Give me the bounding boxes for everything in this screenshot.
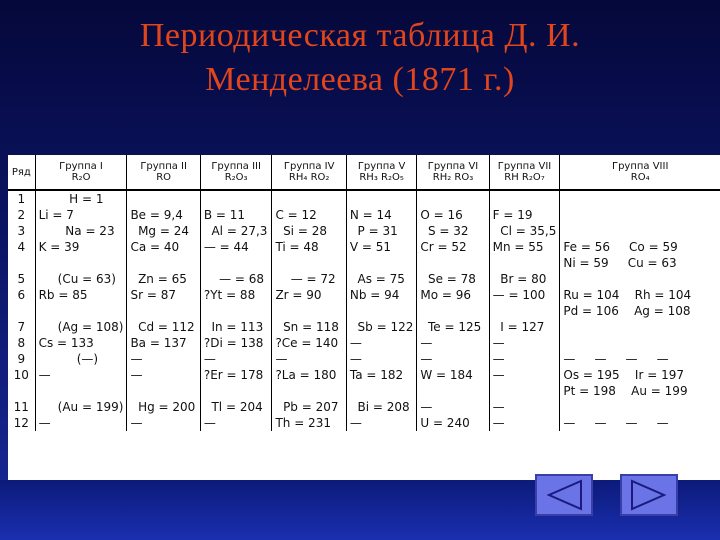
element-cell: Th = 231	[272, 415, 346, 431]
element-cell: Li = 7	[35, 207, 127, 223]
slide-title	[0, 14, 720, 102]
row-number: 5	[17, 272, 26, 286]
element-cell: ?Yt = 88	[200, 287, 272, 319]
element-cell: Os = 195 Ir = 197 Pt = 198 Au = 199	[560, 367, 720, 399]
element-cell: V = 51	[346, 239, 416, 271]
element-cell: U = 240	[417, 415, 489, 431]
slide-title-line1: Периодическая таблица Д. И.	[139, 17, 581, 54]
element-cell: B = 11	[200, 207, 272, 223]
element-cell: Mg = 24	[127, 223, 200, 239]
element-cell: Zr = 90	[272, 287, 346, 319]
row-number: 1	[17, 192, 26, 206]
element-cell	[346, 190, 416, 207]
element-cell: Fe = 56 Co = 59 Ni = 59 Cu = 63	[560, 239, 720, 271]
element-cell: Te = 125	[417, 319, 489, 335]
element-cell: Br = 80	[489, 271, 560, 287]
element-cell: O = 16	[417, 207, 489, 223]
element-cell	[560, 223, 720, 239]
element-cell: — — — —	[560, 415, 720, 431]
element-cell: Sn = 118	[272, 319, 346, 335]
table-row	[8, 351, 720, 367]
row-header: Ряд	[8, 155, 35, 190]
group-header-7: Группа VII RH R₂O₇	[489, 155, 560, 190]
element-cell	[560, 319, 720, 335]
group-header-2: Группа II RO	[127, 155, 200, 190]
element-cell: —	[127, 415, 200, 431]
element-cell: —	[127, 367, 200, 399]
element-cell	[560, 399, 720, 415]
row-number: 8	[17, 336, 26, 350]
element-cell: —	[200, 415, 272, 431]
element-cell: H = 1	[35, 190, 127, 207]
element-cell: Ba = 137	[127, 335, 200, 351]
group-header-8: Группа VIII RO₄	[560, 155, 720, 190]
element-cell	[272, 190, 346, 207]
element-cell: (Ag = 108)	[35, 319, 127, 335]
group-header-4: Группа IV RH₄ RO₂	[272, 155, 346, 190]
row-number: 12	[13, 416, 29, 430]
element-cell: Mo = 96	[417, 287, 489, 319]
element-cell: —	[417, 399, 489, 415]
element-cell: W = 184	[417, 367, 489, 399]
element-cell: S = 32	[417, 223, 489, 239]
element-cell: —	[35, 367, 127, 399]
element-cell: — = 72	[272, 271, 346, 287]
element-cell: Na = 23	[35, 223, 127, 239]
element-cell: K = 39	[35, 239, 127, 271]
element-cell: — — — —	[560, 351, 720, 367]
element-cell: As = 75	[346, 271, 416, 287]
element-cell: —	[489, 351, 560, 367]
element-cell: —	[200, 351, 272, 367]
element-cell: —	[346, 351, 416, 367]
element-cell: Se = 78	[417, 271, 489, 287]
table-row	[8, 190, 720, 207]
element-cell: —	[35, 415, 127, 431]
element-cell: Rb = 85	[35, 287, 127, 319]
group-header-1: Группа I R₂O	[35, 155, 127, 190]
element-cell: Nb = 94	[346, 287, 416, 319]
element-cell	[560, 335, 720, 351]
element-cell: —	[489, 335, 560, 351]
element-cell: N = 14	[346, 207, 416, 223]
element-cell: Cd = 112	[127, 319, 200, 335]
element-cell: — = 68	[200, 271, 272, 287]
row-number: 6	[17, 288, 26, 302]
triangle-right-icon	[622, 476, 676, 514]
table-row	[8, 367, 720, 399]
table-row	[8, 223, 720, 239]
element-cell: ?La = 180	[272, 367, 346, 399]
row-number: 7	[17, 320, 26, 334]
element-cell	[489, 190, 560, 207]
element-cell: Zn = 65	[127, 271, 200, 287]
element-cell: —	[417, 351, 489, 367]
group-header-5: Группа V RH₃ R₂O₅	[346, 155, 416, 190]
element-cell: ?Di = 138	[200, 335, 272, 351]
element-cell: —	[417, 335, 489, 351]
table-row	[8, 239, 720, 271]
element-cell	[417, 190, 489, 207]
element-cell: P = 31	[346, 223, 416, 239]
element-cell: —	[272, 351, 346, 367]
element-cell: ?Er = 178	[200, 367, 272, 399]
table-row	[8, 287, 720, 319]
element-cell: — = 44	[200, 239, 272, 271]
element-cell: Cs = 133	[35, 335, 127, 351]
element-cell: Si = 28	[272, 223, 346, 239]
row-number: 9	[17, 352, 26, 366]
row-number: 2	[17, 208, 26, 222]
element-cell: Sr = 87	[127, 287, 200, 319]
table-row	[8, 335, 720, 351]
element-cell: C = 12	[272, 207, 346, 223]
element-cell: Hg = 200	[127, 399, 200, 415]
element-cell: Cl = 35,5	[489, 223, 560, 239]
table-row	[8, 319, 720, 335]
element-cell: (Au = 199)	[35, 399, 127, 415]
periodic-table	[8, 155, 720, 431]
element-cell: — = 100	[489, 287, 560, 319]
element-cell: Tl = 204	[200, 399, 272, 415]
row-number: 4	[17, 240, 26, 254]
prev-slide-button[interactable]	[535, 474, 593, 516]
element-cell: Ti = 48	[272, 239, 346, 271]
element-cell: (—)	[35, 351, 127, 367]
element-cell: Ca = 40	[127, 239, 200, 271]
next-slide-button[interactable]	[620, 474, 678, 516]
element-cell: Cr = 52	[417, 239, 489, 271]
element-cell	[200, 190, 272, 207]
element-cell: Bi = 208	[346, 399, 416, 415]
element-cell: —	[127, 351, 200, 367]
triangle-left-icon	[537, 476, 591, 514]
row-number: 10	[13, 368, 29, 382]
element-cell: ?Ce = 140	[272, 335, 346, 351]
element-cell: Ru = 104 Rh = 104 Pd = 106 Ag = 108	[560, 287, 720, 319]
element-cell: Pb = 207	[272, 399, 346, 415]
table-row	[8, 271, 720, 287]
group-header-3: Группа III R₂O₃	[200, 155, 272, 190]
element-cell: —	[489, 415, 560, 431]
table-row	[8, 399, 720, 415]
element-cell: Mn = 55	[489, 239, 560, 271]
element-cell: —	[489, 367, 560, 399]
element-cell: (Cu = 63)	[35, 271, 127, 287]
group-header-6: Группа VI RH₂ RO₃	[417, 155, 489, 190]
slide-title-line2: Менделеева (1871 г.)	[205, 61, 515, 98]
element-cell: Ta = 182	[346, 367, 416, 399]
element-cell: Al = 27,3	[200, 223, 272, 239]
element-cell: In = 113	[200, 319, 272, 335]
element-cell: I = 127	[489, 319, 560, 335]
element-cell	[560, 190, 720, 207]
element-cell: Sb = 122	[346, 319, 416, 335]
table-row	[8, 207, 720, 223]
element-cell: Be = 9,4	[127, 207, 200, 223]
periodic-table-image	[8, 155, 720, 480]
row-number: 11	[13, 400, 29, 414]
element-cell	[560, 207, 720, 223]
table-row	[8, 415, 720, 431]
element-cell	[127, 190, 200, 207]
element-cell: F = 19	[489, 207, 560, 223]
element-cell: —	[346, 335, 416, 351]
row-number: 3	[17, 224, 26, 238]
element-cell: —	[346, 415, 416, 431]
element-cell	[560, 271, 720, 287]
footer-bar	[0, 480, 720, 540]
element-cell: —	[489, 399, 560, 415]
